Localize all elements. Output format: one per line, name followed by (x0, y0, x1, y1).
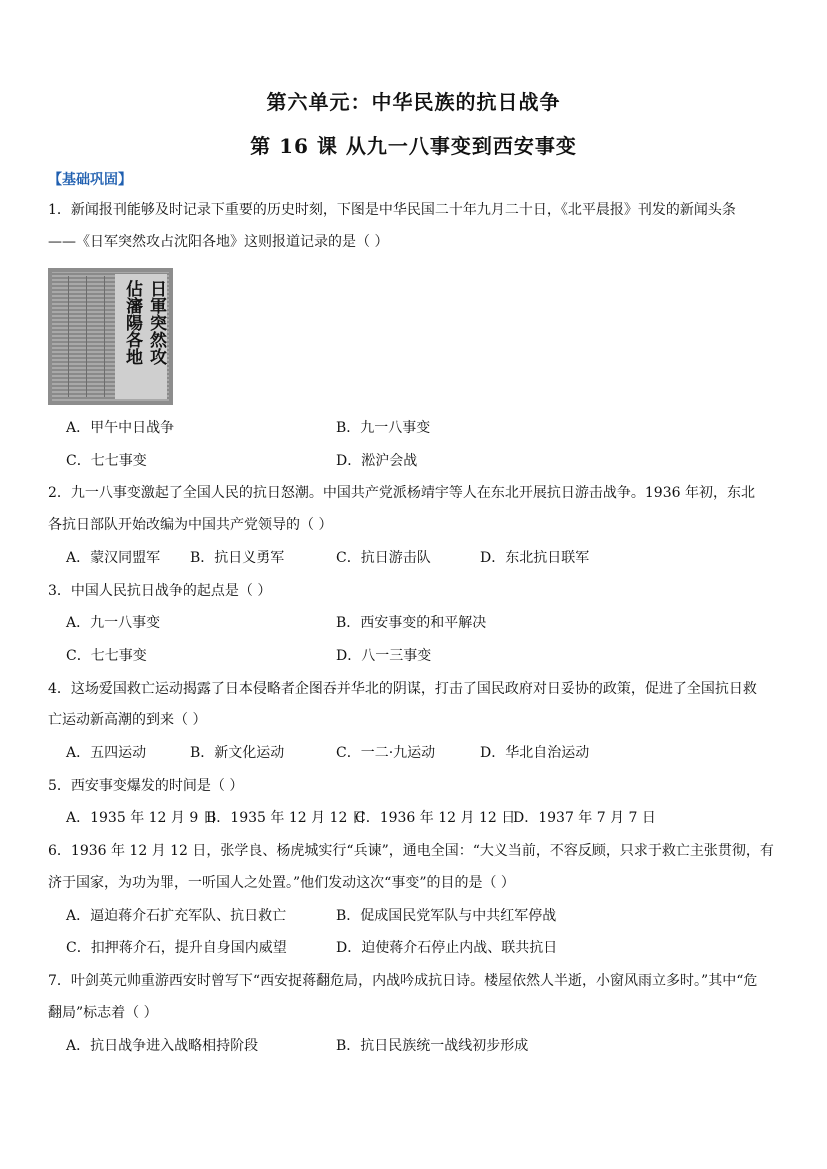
q4-option-d[interactable]: D．华北自治运动 (480, 745, 590, 761)
q6-option-b[interactable]: B．促成国民党军队与中共红军停战 (336, 908, 557, 924)
q2-option-c[interactable]: C．抗日游击队 (336, 550, 431, 566)
q3-option-c[interactable]: C．七七事变 (66, 648, 147, 664)
question-4-line-2: 亡运动新高潮的到来（ ） (48, 712, 207, 728)
q5-option-d[interactable]: D．1937 年 7 月 7 日 (513, 810, 656, 826)
question-5-line-1: 5．西安事变爆发的时间是（ ） (48, 778, 244, 794)
newspaper-photo (48, 268, 173, 405)
q3-option-a[interactable]: A．九一八事变 (66, 615, 161, 631)
q1-option-a[interactable]: A．甲午中日战争 (66, 420, 175, 436)
lesson-title: 第 16 课 从九一八事变到西安事变 (250, 134, 577, 158)
q1-option-b[interactable]: B．九一八事变 (336, 420, 431, 436)
q6-option-a[interactable]: A．逼迫蒋介石扩充军队、抗日救亡 (66, 908, 287, 924)
q2-option-a[interactable]: A．蒙汉同盟军 (66, 550, 161, 566)
question-6-line-2: 济于国家，为功为罪，一听国人之处置。”他们发动这次“事变”的目的是（ ） (48, 875, 515, 891)
question-7-line-1: 7．叶剑英元帅重游西安时曾写下“西安捉蒋翻危局，内战吟成抗日诗。楼屋依然人半逝，小窗风雨立多时。”其中“危 (48, 973, 758, 989)
q1-option-c[interactable]: C．七七事变 (66, 453, 147, 469)
question-2-line-1: 2．九一八事变激起了全国人民的抗日怒潮。中国共产党派杨靖宇等人在东北开展抗日游击战争。1936 年初，东北 (48, 485, 755, 501)
question-7-line-2: 翻局”标志着（ ） (48, 1005, 158, 1021)
section-label: 【基础巩固】 (48, 172, 132, 188)
q3-option-b[interactable]: B．西安事变的和平解决 (336, 615, 487, 631)
question-4-line-1: 4．这场爱国救亡运动揭露了日本侵略者企图吞并华北的阴谋，打击了国民政府对日妥协的政策，促进了全国抗日救 (48, 681, 757, 697)
q1-option-d[interactable]: D．淞沪会战 (336, 453, 418, 469)
q7-option-b[interactable]: B．抗日民族统一战线初步形成 (336, 1038, 529, 1054)
q7-option-a[interactable]: A．抗日战争进入战略相持阶段 (66, 1038, 259, 1054)
question-6-line-1: 6．1936 年 12 月 12 日，张学良、杨虎城实行“兵谏”，通电全国：“大义当前，不容反顾，只求于救亡主张贯彻，有 (48, 843, 774, 859)
question-2-line-2: 各抗日部队开始改编为中国共产党领导的（ ） (48, 517, 333, 533)
q4-option-c[interactable]: C．一二·九运动 (336, 745, 436, 761)
q5-option-a[interactable]: A．1935 年 12 月 9 日 (66, 810, 217, 826)
question-1-line-2: ——《日军突然攻占沈阳各地》这则报道记录的是（ ） (48, 234, 389, 250)
q3-option-d[interactable]: D．八一三事变 (336, 648, 432, 664)
q4-option-a[interactable]: A．五四运动 (66, 745, 147, 761)
headline-text: 日軍突然攻 (146, 280, 166, 365)
question-3-line-1: 3．中国人民抗日战争的起点是（ ） (48, 583, 272, 599)
q2-option-b[interactable]: B．抗日义勇军 (190, 550, 285, 566)
q6-option-c[interactable]: C．扣押蒋介石，提升自身国内威望 (66, 940, 287, 956)
column-rule (104, 276, 105, 397)
q5-option-b[interactable]: B．1935 年 12 月 12 日 (206, 810, 366, 826)
headline-text: 佔瀋陽各地 (122, 280, 142, 365)
column-rule (68, 276, 69, 397)
q2-option-d[interactable]: D．东北抗日联军 (480, 550, 590, 566)
unit-title: 第六单元：中华民族的抗日战争 (266, 90, 561, 114)
column-rule (86, 276, 87, 397)
q6-option-d[interactable]: D．迫使蒋介石停止内战、联共抗日 (336, 940, 558, 956)
newspaper-headline (115, 274, 167, 399)
question-1-line-1: 1．新闻报刊能够及时记录下重要的历史时刻，下图是中华民国二十年九月二十日，《北平晨报》刊发的新闻头条 (48, 202, 736, 218)
q5-option-c[interactable]: C．1936 年 12 月 12 日 (355, 810, 516, 826)
q4-option-b[interactable]: B．新文化运动 (190, 745, 285, 761)
